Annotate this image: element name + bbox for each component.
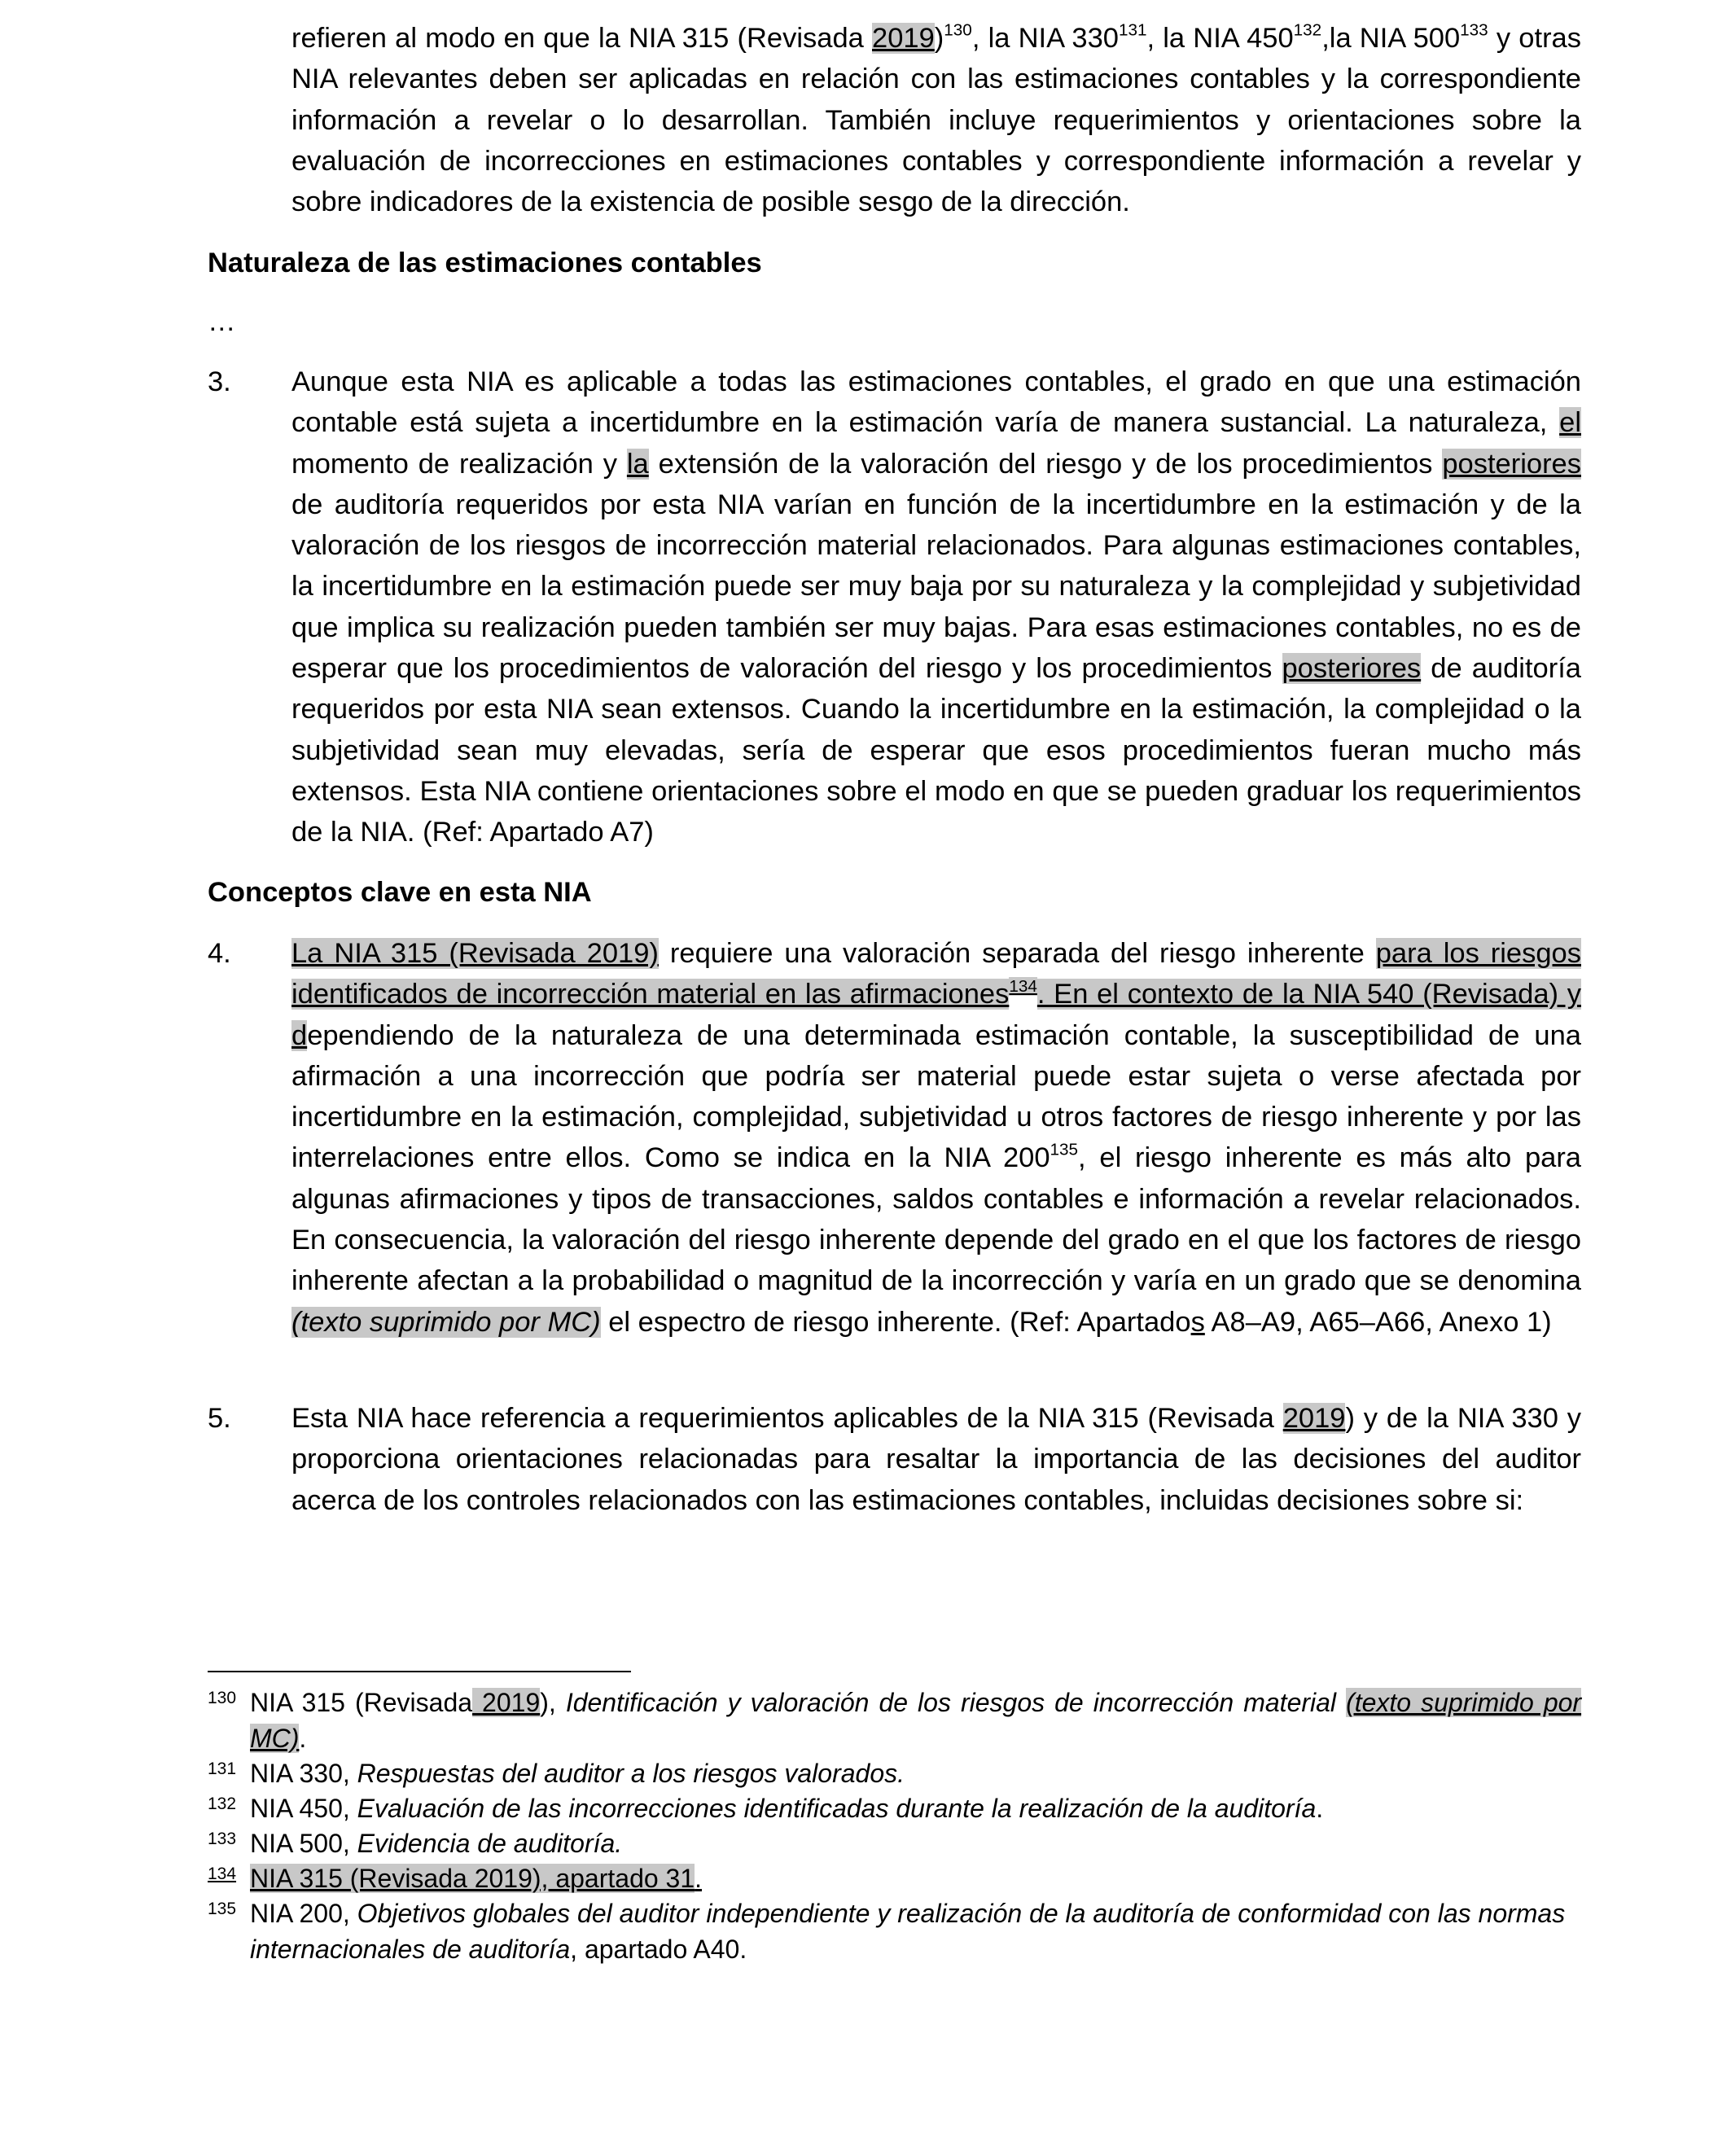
paragraph-4: [291, 933, 1581, 1343]
highlighted-text: 2019: [872, 23, 935, 54]
footnote-number: 134: [208, 1865, 237, 1883]
footnote-ref[interactable]: 134: [1009, 976, 1037, 996]
paragraph-5: [291, 1398, 1581, 1521]
highlighted-text: NIA 315 (Revisada 2019), apartado 31: [250, 1864, 695, 1893]
highlighted-text: 2019: [1282, 1403, 1346, 1434]
text-run: , el riesgo inherente es más alto para algunas afirmaciones y tipos de transacciones, saldos contables e información a revelar relacionados. En consecuencia, la valoración del riesgo inherente depende del grado en el que los factores de riesgo inherente afectan a la probabilidad o magnitud de la incorrección y varía en un grado que se denomina: [291, 1142, 1581, 1297]
paragraph-number: 4.: [208, 938, 231, 969]
text-run: de auditoría requeridos por esta NIA varían en función de la incertidumbre en la estimación y de la valoración de los riesgos de incorrección material relacionados. Para algunas estimaciones contables, la incertidumbre en la estimación puede ser muy baja por su naturaleza y la complejidad y subjetividad que implica su realización pueden también ser muy bajas. Para esas estimaciones contables, no es de esperar que los procedimientos de valoración del riesgo y los procedimientos: [291, 489, 1581, 685]
footnote-ref[interactable]: 130: [944, 20, 972, 40]
text-run: extensión de la valoración del riesgo y de los procedimientos: [648, 448, 1443, 480]
footnote-134: [208, 1861, 1581, 1897]
footnote-separator: [208, 1671, 631, 1672]
highlighted-text: La NIA 315 (Revisada 2019): [291, 938, 659, 969]
footnote-title: Objetivos globales del auditor independiente y realización de la auditoría de conformidad con las normas internacionales de auditoría: [250, 1899, 1566, 1964]
footnote-131: [208, 1756, 1581, 1792]
footnote-130: [208, 1685, 1581, 1756]
text-run: NIA 200,: [250, 1899, 357, 1928]
paragraph-number: 5.: [208, 1403, 231, 1434]
text-run: NIA 315 (Revisada: [250, 1688, 473, 1717]
text-run: y otras NIA relevantes deben ser aplicadas en relación con las estimaciones contables y la correspondiente información a revelar o lo desarrollan. También incluye requerimientos y orientaciones sobre la evaluación de incorrecciones en estimaciones contables y correspondiente información a revelar y sobre indicadores de la existencia de posible sesgo de la dirección.: [291, 23, 1581, 218]
footnote-ref[interactable]: 131: [1118, 20, 1147, 40]
text-run: NIA 330,: [250, 1759, 357, 1788]
footnote-number: 131: [208, 1759, 237, 1778]
text-run: el espectro de riesgo inherente. (Ref: Apartado: [600, 1306, 1191, 1338]
footnote-title: Evidencia de auditoría.: [357, 1829, 623, 1858]
highlighted-text: el: [1559, 407, 1581, 439]
footnote-number: 133: [208, 1830, 237, 1848]
text-run: A8–A9, A65–A66, Anexo 1): [1204, 1306, 1552, 1338]
highlighted-text: 2019: [472, 1688, 541, 1717]
text-run: NIA 500,: [250, 1829, 357, 1858]
footnote-title: Identificación y valoración de los riesgos de incorrección material: [565, 1688, 1337, 1717]
highlighted-text: (texto suprimido por MC): [250, 1688, 1582, 1753]
text-run: .: [1316, 1794, 1324, 1823]
footnote-number: 135: [208, 1900, 237, 1918]
text-run: Esta NIA hace referencia a requerimientos aplicables de la NIA 315 (Revisada: [291, 1403, 1283, 1434]
underlined-text: s: [1190, 1306, 1205, 1338]
text-run: ): [934, 23, 944, 54]
footnote-number: 130: [208, 1689, 237, 1707]
text-run: Aunque esta NIA es aplicable a todas las estimaciones contables, el grado en que una estimación contable está sujeta a incertidumbre en la estimación varía de manera sustancial. La naturaleza,: [291, 366, 1581, 439]
highlighted-text: posteriores: [1442, 448, 1581, 480]
footnote-number: 132: [208, 1794, 237, 1813]
footnote-ref[interactable]: 133: [1460, 20, 1488, 40]
text-run: de auditoría requeridos por esta NIA sean extensos. Cuando la incertidumbre en la estimación, la complejidad o la subjetividad sean muy elevadas, sería de esperar que esos procedimientos fueran mucho más extensos. Esta NIA contiene orientaciones sobre el modo en que se pueden graduar los requerimientos de la NIA. (Ref: Apartado A7): [291, 653, 1581, 848]
footnote-135: [208, 1896, 1581, 1967]
text-run: [1336, 1688, 1346, 1717]
footnote-ref[interactable]: 132: [1293, 20, 1322, 40]
text-run: ),: [540, 1688, 566, 1717]
ellipsis: …: [208, 306, 236, 337]
highlighted-text: (texto suprimido por MC): [291, 1306, 601, 1338]
footnote-132: [208, 1791, 1581, 1827]
paragraph-number: 3.: [208, 366, 231, 397]
text-run: refieren al modo en que la NIA 315 (Revisada: [291, 23, 873, 54]
section-heading-conceptos: Conceptos clave en esta NIA: [208, 877, 592, 908]
text-run: ,la NIA 500: [1321, 23, 1461, 54]
text-run: .: [299, 1723, 307, 1753]
footnote-title: Evaluación de las incorrecciones identificadas durante la realización de la auditoría: [357, 1794, 1317, 1823]
footnote-ref[interactable]: 135: [1050, 1141, 1079, 1159]
text-run: .: [695, 1864, 703, 1893]
intro-paragraph: [291, 18, 1581, 222]
text-run: , la NIA 450: [1146, 23, 1294, 54]
highlighted-text: . En el contexto de la NIA 540 (Revisada) y d: [291, 979, 1581, 1051]
section-heading-naturaleza: Naturaleza de las estimaciones contables: [208, 248, 762, 278]
text-run: momento de realización y: [291, 448, 627, 480]
text-run: ependiendo de la naturaleza de una determinada estimación contable, la susceptibilidad de una afirmación a una incorrección que podría ser material puede estar sujeta o verse afectada por incertidumbre en la estimación, complejidad, subjetividad u otros factores de riesgo inherente y por las interrelaciones entre ellos. Como se indica en la NIA 200: [291, 1019, 1581, 1174]
highlighted-text: para los riesgos identificados de incorrección material en las afirmaciones: [291, 938, 1581, 1010]
text-run: requiere una valoración separada del riesgo inherente: [658, 938, 1376, 969]
footnote-133: [208, 1826, 1581, 1862]
footnote-title: Respuestas del auditor a los riesgos valorados.: [357, 1759, 905, 1788]
highlighted-text: posteriores: [1282, 653, 1422, 685]
text-run: , apartado A40.: [570, 1934, 747, 1964]
highlighted-text: la: [626, 448, 649, 480]
text-run: NIA 450,: [250, 1794, 357, 1823]
text-run: , la NIA 330: [971, 23, 1119, 54]
paragraph-3: [291, 362, 1581, 853]
text-run: ) y de la NIA 330 y proporciona orientaciones relacionadas para resaltar la importancia de las decisiones del auditor acerca de los controles relacionados con las estimaciones contables, incluidas decisiones sobre si:: [291, 1403, 1581, 1516]
